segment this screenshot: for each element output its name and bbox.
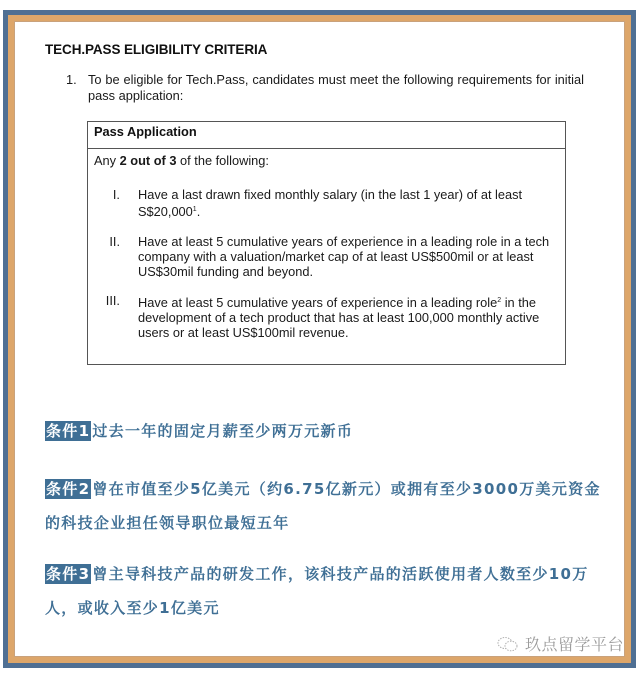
condition-text: 曾主导科技产品的研发工作，该科技产品的活跃使用者人数至少10万人，或收入至少1亿美元 xyxy=(45,565,589,617)
footnote-marker: 2 xyxy=(497,297,502,304)
requirement-numeral: II. xyxy=(109,234,120,249)
pass-application-table xyxy=(87,121,566,365)
requirement-text xyxy=(138,293,558,340)
watermark-text: 玖点留学平台 xyxy=(525,635,625,654)
requirement-item-1 xyxy=(94,187,565,219)
wechat-icon xyxy=(497,636,519,652)
any-bold: 2 out of 3 xyxy=(119,153,177,168)
requirement-numeral: III. xyxy=(105,293,120,308)
req3-line1-before: Have at least 5 cumulative years of experience in a leading role xyxy=(138,295,498,310)
table-header: Pass Application xyxy=(88,122,565,149)
condition-label-badge: 条件2 xyxy=(46,480,91,498)
condition-text: 曾在市值至少5亿美元（约6.75亿新元）或拥有至少3000万美元资金的科技企业担任领导职位最短五年 xyxy=(45,480,601,532)
condition-1 xyxy=(45,414,605,448)
condition-2 xyxy=(45,472,605,540)
req1-line1: Have a last drawn fixed monthly salary (in the last 1 year) of at least xyxy=(138,187,523,202)
condition-label-badge: 条件1 xyxy=(46,422,91,440)
any-suffix: of the following: xyxy=(176,153,269,168)
requirement-text xyxy=(138,234,558,279)
requirement-numeral: I. xyxy=(112,187,120,202)
req2-line1: Have at least 5 cumulative years of experience in a leading role in a tech xyxy=(138,234,550,249)
req3-line2: development of a tech product that has at least 100,000 monthly active xyxy=(138,310,540,325)
watermark xyxy=(497,632,624,655)
intro-text: To be eligible for Tech.Pass, candidates must meet the following requirements for initial pass application: xyxy=(88,72,584,103)
req1-suffix: . xyxy=(196,204,201,219)
any-prefix: Any xyxy=(94,153,120,168)
condition-label-badge: 条件3 xyxy=(46,565,91,583)
req3-line1-after: in the xyxy=(501,295,537,310)
req2-line2: company with a valuation/market cap of at least US$500mil or at least xyxy=(138,249,534,264)
any-two-of-three xyxy=(94,153,565,168)
requirement-item-3 xyxy=(94,293,565,340)
footnote-marker: 1 xyxy=(192,206,197,213)
intro-paragraph xyxy=(66,72,584,104)
req3-line3: users or at least US$100mil revenue. xyxy=(138,325,349,340)
requirement-text xyxy=(138,187,558,219)
condition-3 xyxy=(45,557,605,625)
document-title: TECH.PASS ELIGIBILITY CRITERIA xyxy=(45,42,268,57)
req2-line3: US$30mil funding and beyond. xyxy=(138,264,314,279)
req1-line2: S$20,000 xyxy=(138,204,193,219)
table-body xyxy=(88,149,565,340)
condition-text: 过去一年的固定月薪至少两万元新币 xyxy=(92,422,354,440)
requirement-item-2 xyxy=(94,234,565,279)
intro-number: 1. xyxy=(66,72,77,87)
